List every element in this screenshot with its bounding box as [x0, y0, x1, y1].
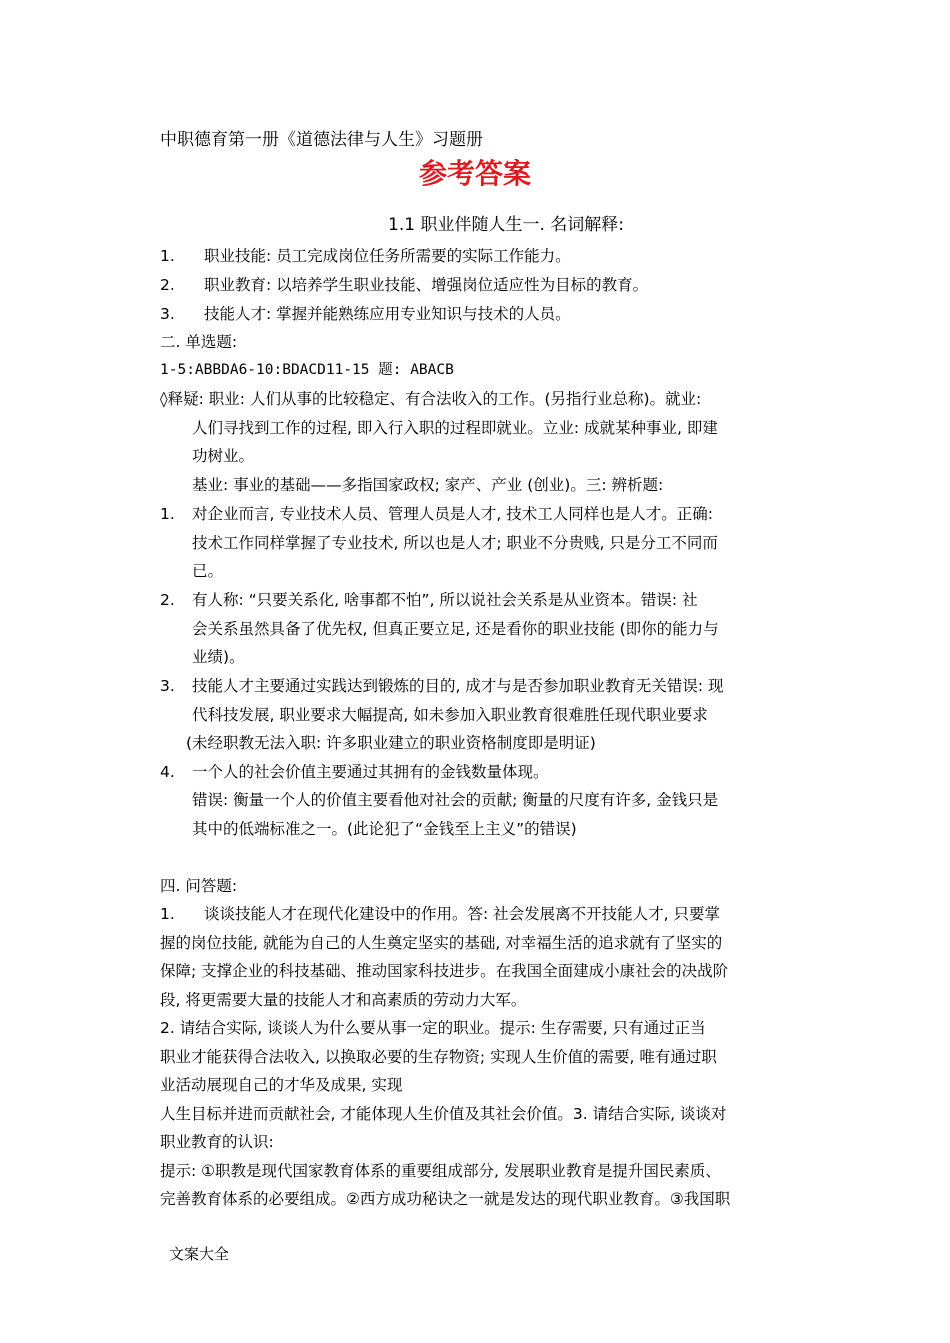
term-item — [160, 275, 648, 295]
single-choice-heading: 二. 单选题: — [160, 333, 238, 351]
qa-line: 2. 请结合实际, 谈谈人为什么要从事一定的职业。提示: 生存需要, 只有通过正当 — [160, 1019, 706, 1037]
qa-line — [160, 904, 720, 924]
analysis-number: 2. — [160, 591, 175, 609]
book-title: 中职德育第一册《道德法律与人生》习题册 — [160, 130, 483, 150]
analysis-line: 对企业而言, 专业技术人员、管理人员是人才, 技术工人同样也是人才。正确: — [192, 505, 713, 523]
analysis-line: 有人称: “只要关系化, 啥事都不怕”, 所以说社会关系是从业资本。错误: 社 — [192, 591, 698, 609]
qa-text: 谈谈技能人才在现代化建设中的作用。答: 社会发展离不开技能人才, 只要掌 — [204, 905, 721, 923]
analysis-line: 其中的低端标准之一。(此论犯了“金钱至上主义”的错误) — [192, 820, 577, 838]
analysis-line: 代科技发展, 职业要求大幅提高, 如未参加入职业教育很难胜任现代职业要求 — [192, 706, 708, 724]
qa-line: 人生目标并进而贡献社会, 才能体现人生价值及其社会价值。3. 请结合实际, 谈谈对 — [160, 1105, 727, 1123]
analysis-line: 业绩)。 — [192, 648, 245, 666]
term-number: 2. — [160, 276, 175, 294]
qa-line: 握的岗位技能, 就能为自己的人生奠定坚实的基础, 对幸福生活的追求就有了坚实的 — [160, 934, 723, 952]
analysis-line: 技术工作同样掌握了专业技术, 所以也是人才; 职业不分贵贱, 只是分工不同而 — [192, 534, 718, 552]
analysis-line: (未经职教无法入职: 许多职业建立的职业资格制度即是明证) — [186, 734, 596, 752]
section-heading: 1.1 职业伴随人生一. 名词解释: — [388, 215, 624, 235]
explain-line: ◊释疑: 职业: 人们从事的比较稳定、有合法收入的工作。(另指行业总称)。就业: — [160, 390, 702, 408]
qa-line: 保障; 支撑企业的科技基础、推动国家科技进步。在我国全面建成小康社会的决战阶 — [160, 962, 729, 980]
analysis-line: 一个人的社会价值主要通过其拥有的金钱数量体现。 — [192, 763, 549, 781]
term-item — [160, 246, 571, 266]
term-number: 1. — [160, 247, 175, 265]
footer-label: 文案大全 — [169, 1245, 230, 1263]
explain-line: 基业: 事业的基础——多指国家政权; 家产、产业 (创业)。三: 辨析题: — [192, 476, 664, 494]
qa-line: 提示: ①职教是现代国家教育体系的重要组成部分, 发展职业教育是提升国民素质、 — [160, 1162, 721, 1180]
term-item — [160, 304, 571, 324]
main-title: 参考答案 — [418, 157, 531, 190]
qa-heading: 四. 问答题: — [160, 877, 238, 895]
term-text: 职业教育: 以培养学生职业技能、增强岗位适应性为目标的教育。 — [204, 276, 649, 294]
term-number: 3. — [160, 305, 175, 323]
analysis-line: 错误: 衡量一个人的价值主要看他对社会的贡献; 衡量的尺度有许多, 金钱只是 — [192, 791, 719, 809]
analysis-line: 技能人才主要通过实践达到锻炼的目的, 成才与是否参加职业教育无关错误: 现 — [192, 677, 724, 695]
single-choice-answers: 1-5:ABBDA6-10:BDACD11-15 题: ABACB — [160, 362, 454, 378]
term-text: 职业技能: 员工完成岗位任务所需要的实际工作能力。 — [204, 247, 571, 265]
qa-line: 职业教育的认识: — [160, 1133, 274, 1151]
analysis-number: 4. — [160, 763, 175, 781]
explain-line: 人们寻找到工作的过程, 即入行入职的过程即就业。立业: 成就某种事业, 即建 — [192, 419, 718, 437]
analysis-number: 3. — [160, 677, 175, 695]
qa-line: 业活动展现自己的才华及成果, 实现 — [160, 1076, 403, 1094]
analysis-number: 1. — [160, 505, 175, 523]
qa-number: 1. — [160, 905, 175, 923]
analysis-line: 已。 — [192, 562, 224, 580]
analysis-line: 会关系虽然具备了优先权, 但真正要立足, 还是看你的职业技能 (即你的能力与 — [192, 620, 719, 638]
term-text: 技能人才: 掌握并能熟练应用专业知识与技术的人员。 — [204, 305, 571, 323]
qa-line: 职业才能获得合法收入, 以换取必要的生存物资; 实现人生价值的需要, 唯有通过职 — [160, 1048, 717, 1066]
qa-line: 段, 将更需要大量的技能人才和高素质的劳动力大军。 — [160, 991, 527, 1009]
explain-line: 功树业。 — [192, 447, 255, 465]
qa-line: 完善教育体系的必要组成。②西方成功秘诀之一就是发达的现代职业教育。③我国职 — [160, 1190, 731, 1208]
